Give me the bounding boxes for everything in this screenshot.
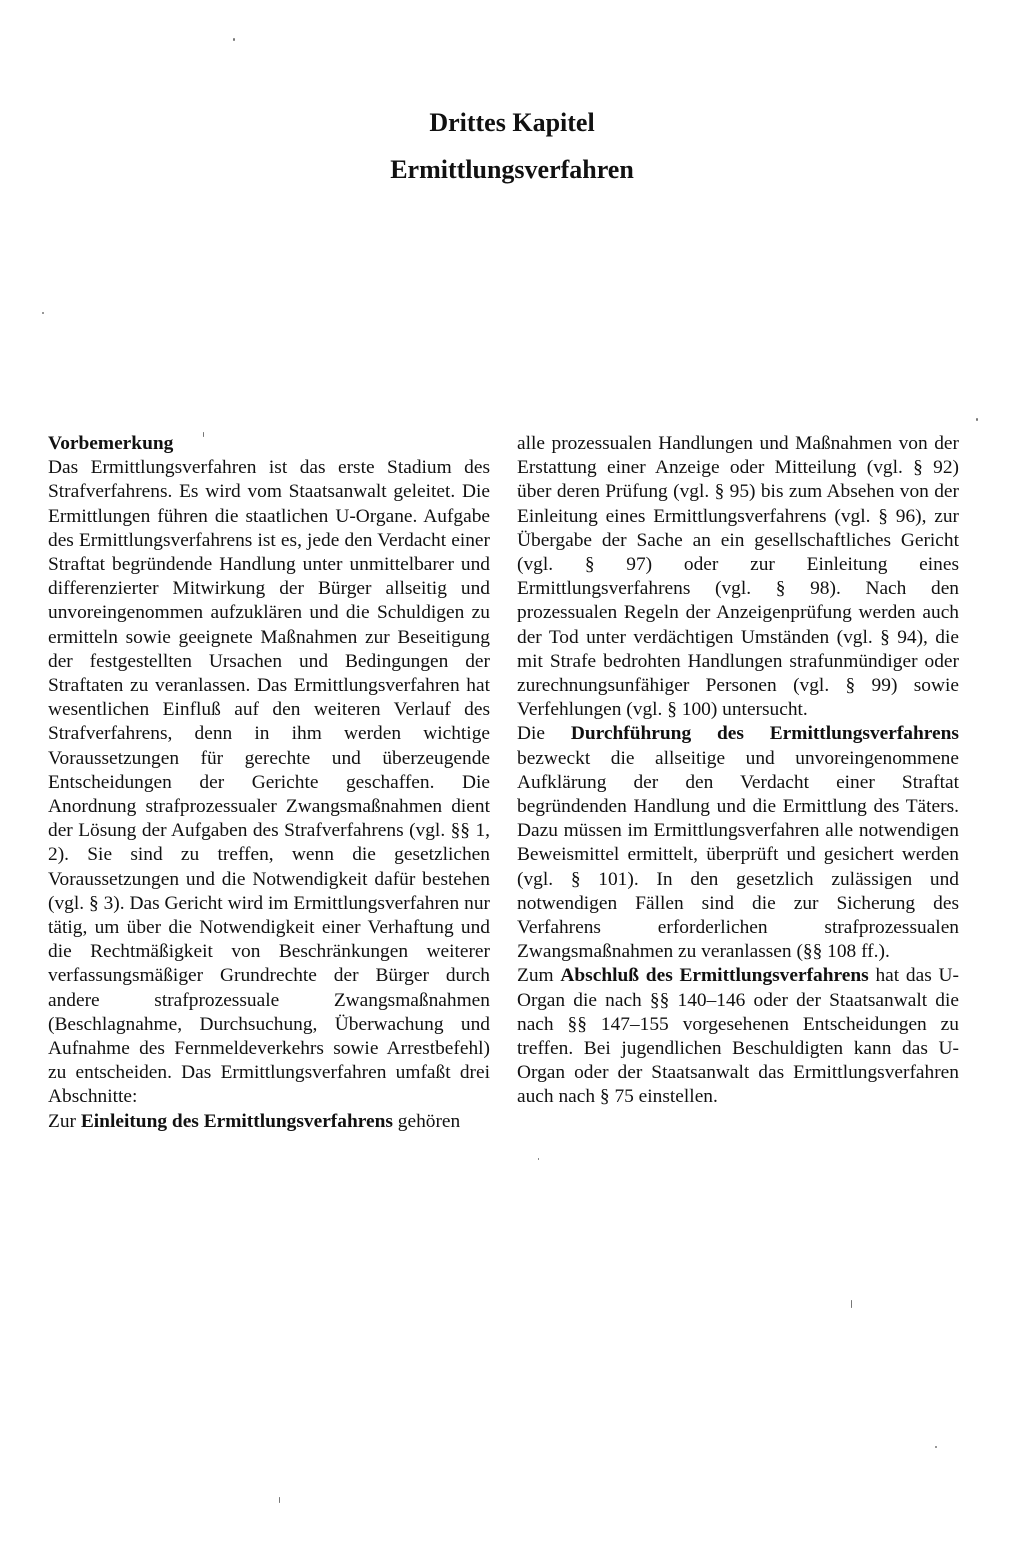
term-abschluss: Abschluß des Ermittlungsverfahrens [560,965,869,987]
left-p2-tail: gehören [392,1110,461,1132]
right-p3-lead: Zum [517,965,561,987]
scan-speck [233,38,235,41]
term-durchfuehrung: Durchführung des Ermittlungsverfahrens [570,723,959,745]
right-p3-tail: hat das U-Organ die nach §§ 140–146 oder der Staatsanwalt die nach §§ 147–155 vorgesehenen Entscheidungen zu treffen. Bei jugendlichen Beschuldigten kann das U-Organ oder der Staatsanwalt das Ermittlungsverfahren auch nach § 75 einstellen. [517,965,959,1108]
left-p2-lead: Zur [48,1110,81,1132]
chapter-title: Ermittlungsverfahren [390,155,634,184]
left-paragraph-2 [48,1110,490,1134]
term-einleitung: Einleitung des Ermittlungsverfahrens [80,1110,393,1132]
right-paragraph-2 [517,722,959,964]
section-heading-vorbemerkung: Vorbemerkung [48,433,174,454]
right-p2-lead: Die [517,723,571,745]
left-paragraph-1: Das Ermittlungsverfahren ist das erste Stadium des Strafverfahrens. Es wird vom Staatsanwalt geleitet. Die Ermittlungen führen die staatlichen U-Organe. Aufgabe des Ermittlungsverfahrens ist es, jede den Verdacht einer Straftat begründende Handlung unter unmittelbarer und differenzierter Mitwirkung der Bürger allseitig und unvoreingenommen aufzuklären und die Schuldigen zu ermitteln sowie geeignete Maßnahmen zur Beseitigung der festgestellten Ursachen und Bedingungen der Straftaten zu veranlassen. Das Ermittlungsverfahren hat wesentlichen Einfluß auf den weiteren Verlauf des Strafverfahrens, denn in ihm werden wichtige Voraussetzungen für gerechte und überzeugende Entscheidungen der Gerichte geschaffen. Die Anordnung strafprozessualer Zwangsmaßnahmen dient der Lösung der Aufgaben des Strafverfahrens (vgl. §§ 1, 2). Sie sind zu treffen, wenn die gesetzlichen Voraussetzungen und die Notwendigkeit dafür bestehen (vgl. § 3). Das Gericht wird im Ermittlungsverfahren nur tätig, um über die Notwendigkeit einer Verhaftung und die Rechtmäßigkeit von Beschränkungen weiterer verfassungsmäßiger Grundrechte der Bürger durch andere strafprozessuale Zwangsmaßnahmen (Beschlagnahme, Durchsuchung, Überwachung und Aufnahme des Fernmeldeverkehrs sowie Arrestbefehl) zu entscheiden. Das Ermittlungsverfahren umfaßt drei Abschnitte: [48,457,490,1108]
chapter-number: Drittes Kapitel [429,108,595,137]
left-column [48,432,490,1134]
right-p2-tail: bezweckt die allseitige und unvoreingenommene Aufklärung der den Verdacht einer Straftat begründenden Handlung und die Ermittlung des Täters. Dazu müssen im Ermittlungsverfahren alle notwendigen Beweismittel ermittelt, überprüft und gesichert werden (vgl. § 101). In den gesetzlich zulässigen und notwendigen Fällen sind die zur Sicherung des Verfahrens erforderlichen strafprozessualen Zwangsmaßnahmen zu veranlassen (§§ 108 ff.). [517,747,959,963]
scan-speck [538,1158,539,1160]
right-paragraph-3 [517,964,959,1109]
right-column [517,432,959,1110]
right-paragraph-1: alle prozessualen Handlungen und Maßnahmen von der Erstattung einer Anzeige oder Mitteilung (vgl. § 92) über deren Prüfung (vgl. § 95) bis zum Absehen von der Einleitung eines Ermittlungsverfahrens (vgl. § 96), zur Übergabe der Sache an ein gesellschaftliches Gericht (vgl. § 97) oder zur Einleitung eines Ermittlungsverfahrens (vgl. § 98). Nach den prozessualen Regeln der Anzeigenprüfung werden auch der Tod unter verdächtigen Umständen (vgl. § 94), die mit Strafe bedrohten Handlungen strafunmündiger oder zurechnungsunfähiger Personen (vgl. § 99) sowie Verfehlungen (vgl. § 100) untersucht. [517,433,959,721]
scan-speck [42,312,44,314]
scan-speck [203,432,204,437]
scan-speck [976,418,978,421]
scan-speck [935,1446,937,1448]
scan-speck [851,1300,852,1308]
scan-speck [279,1497,280,1503]
